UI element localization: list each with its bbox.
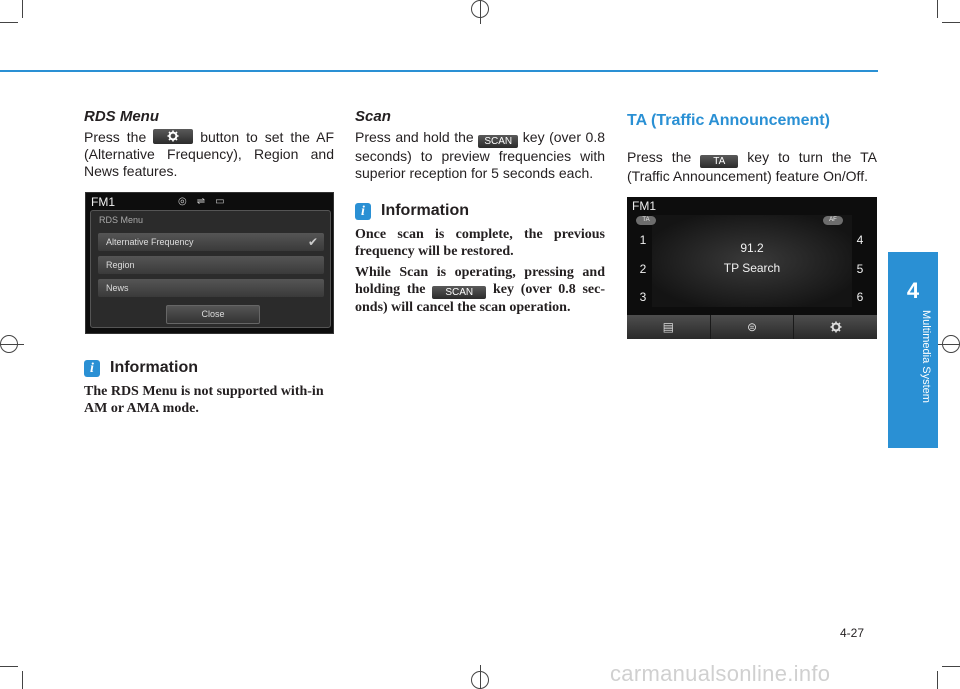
preset-1[interactable]: 1	[639, 233, 647, 247]
menu-item-region[interactable]: Region	[98, 256, 324, 274]
preset-6[interactable]: 6	[856, 290, 864, 304]
rds-menu-panel	[90, 210, 331, 328]
chapter-tab	[888, 252, 938, 448]
rds-menu-title: RDS Menu	[99, 215, 144, 225]
crop-mark	[942, 666, 960, 667]
rds-info-text: The RDS Menu is not supported with-in AM or AMA mode.	[84, 384, 324, 416]
close-button[interactable]: Close	[166, 305, 260, 324]
ta-radio-screen	[627, 197, 877, 339]
radio-list-icon: ▤	[662, 320, 674, 334]
rds-section	[84, 108, 334, 417]
gear-icon	[830, 321, 842, 333]
ta-heading: TA (Traffic Announcement)	[627, 112, 830, 129]
crop-mark	[937, 0, 938, 18]
crop-mark	[937, 671, 938, 689]
preset-5[interactable]: 5	[856, 262, 864, 276]
info-header	[355, 202, 605, 220]
rds-info-box	[84, 359, 334, 417]
scan-icon: ⊜	[746, 320, 758, 334]
radio-icon: ◎	[178, 196, 197, 207]
usb-icon: ⇌	[196, 196, 216, 207]
info-title: Information	[110, 359, 198, 376]
scan-paragraph: Press and hold the SCAN key (over 0.8 seconds) to preview frequencies with superior reception for 5 seconds each.	[355, 129, 605, 181]
rds-text-after: button to set the AF (Alternative Frequency), Region and News features.	[84, 129, 334, 179]
page-number: 4-27	[840, 626, 865, 640]
info-icon: i	[84, 360, 100, 377]
preset-2[interactable]: 2	[639, 262, 647, 276]
scan-heading: Scan	[355, 108, 391, 125]
ta-section	[627, 108, 877, 339]
crop-mark	[942, 22, 960, 23]
aux-icon: ▭	[215, 196, 235, 207]
setup-button[interactable]	[794, 315, 877, 339]
scan-info-text-2: While Scan is operating, pressing and holding the SCAN key (over 0.8 sec-onds) will cancel the scan operation.	[355, 265, 605, 315]
band-label: FM1	[91, 195, 115, 209]
status-icons	[178, 196, 235, 207]
status-text: TP Search	[723, 261, 781, 275]
rds-paragraph	[84, 129, 334, 180]
af-indicator: AF	[823, 216, 843, 225]
scan-section	[355, 108, 605, 316]
scan-info-text-1: Once scan is complete, the previous frequency will be restored.	[355, 227, 605, 259]
menu-item-news[interactable]: News	[98, 279, 324, 297]
ta-paragraph: Press the TA key to turn the TA (Traffic Announcement) feature On/Off.	[627, 149, 877, 184]
chapter-label: Multimedia System	[920, 310, 932, 403]
preset-3[interactable]: 3	[639, 290, 647, 304]
ta-key: TA	[700, 155, 738, 168]
crop-mark	[22, 671, 23, 689]
chapter-number: 4	[906, 278, 920, 303]
rds-text-before: Press the	[84, 129, 147, 145]
header-rule	[0, 70, 878, 72]
scan-info-box	[355, 202, 605, 316]
scan-key: SCAN	[432, 286, 486, 299]
frequency-display: 91.2	[740, 241, 764, 255]
rds-menu-screen	[85, 192, 334, 334]
radio-list-button[interactable]	[627, 315, 711, 339]
crop-mark	[22, 0, 23, 18]
band-label: FM1	[632, 199, 656, 213]
scan-button[interactable]	[711, 315, 795, 339]
checkmark-icon: ✔	[307, 235, 318, 249]
scan-key: SCAN	[478, 135, 518, 148]
menu-item-alternative-frequency[interactable]: Alternative Frequency ✔	[98, 233, 324, 251]
setup-key	[153, 129, 193, 144]
watermark: carmanualsonline.info	[610, 661, 831, 686]
info-header	[84, 359, 334, 377]
crop-mark	[936, 344, 960, 345]
bottom-toolbar	[627, 315, 877, 339]
preset-4[interactable]: 4	[856, 233, 864, 247]
crop-mark	[480, 0, 481, 24]
info-title: Information	[381, 202, 469, 219]
crop-mark	[0, 666, 18, 667]
ta-indicator: TA	[636, 216, 656, 225]
gear-icon	[167, 130, 179, 142]
crop-mark	[480, 665, 481, 689]
info-icon: i	[355, 203, 371, 220]
crop-mark	[0, 344, 24, 345]
crop-mark	[0, 22, 18, 23]
rds-heading: RDS Menu	[84, 108, 159, 125]
